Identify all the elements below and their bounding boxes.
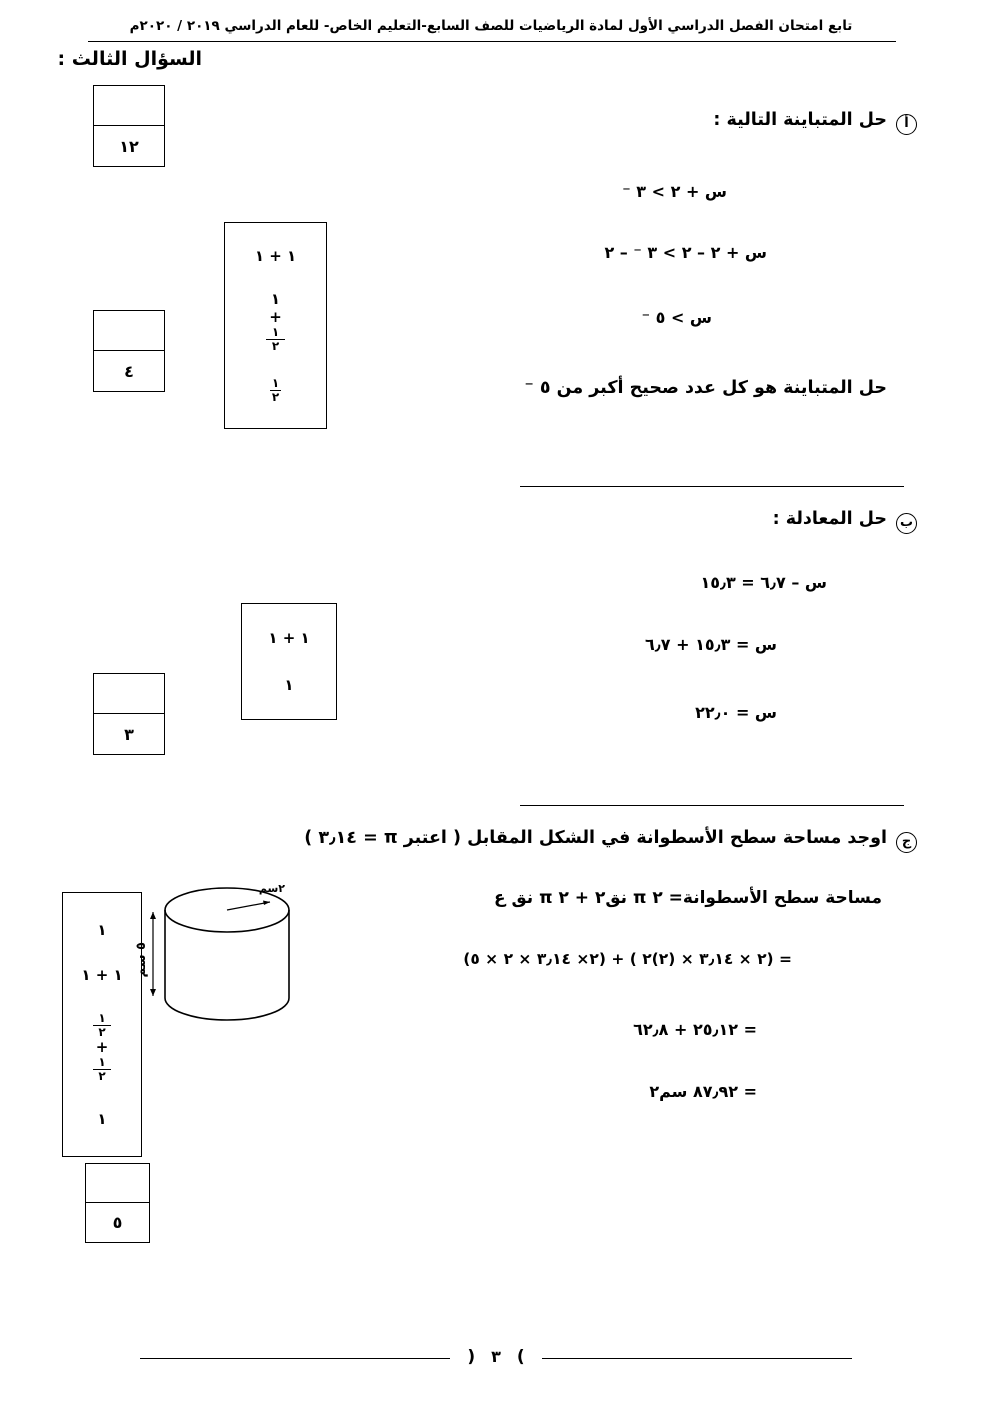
mark-box-c-score: ٥: [112, 1213, 123, 1232]
mark-box-question-c: [85, 1163, 150, 1243]
question-c-prompt: اوجد مساحة سطح الأسطوانة في الشكل المقابل ( اعتبر π = ٣٫١٤ ): [304, 828, 887, 848]
footer-rule-left: [140, 1358, 450, 1359]
question-b-letter: ب: [896, 513, 917, 534]
question-a-conclusion: حل المتباينة هو كل عدد صحيح أكبر من ٥ ⁻: [524, 378, 887, 398]
question-c-letter: ج: [896, 832, 917, 853]
cylinder-height-label: ٥ سم: [134, 942, 149, 978]
footer-rule-right: [542, 1358, 852, 1359]
cylinder-radius-label: ٢سم: [258, 882, 285, 895]
rubric-box-question-c: [62, 892, 142, 1157]
mark-box-question-b: [93, 673, 165, 755]
page-header-title: تابع امتحان الفصل الدراسي الأول لمادة الرياضيات للصف السابع-التعليم الخاص- للعام الدراسي ٢٠١٩ / ٢٠٢٠م: [129, 18, 853, 34]
divider-after-question-a: [520, 486, 904, 487]
question-a-prompt: حل المتباينة التالية :: [713, 110, 887, 130]
question-c-step-3: = ٢٥٫١٢ + ٦٢٫٨: [633, 1020, 757, 1039]
rubric-a-item-1: ١ + ١: [254, 247, 297, 266]
divider-after-question-b: [520, 805, 904, 806]
section-title: السؤال الثالث :: [57, 48, 202, 70]
question-b-step-3: س = ٢٢٫٠: [695, 703, 777, 722]
rubric-a-item-3: ١ ٢: [271, 376, 280, 404]
mark-box-a-partial-top: [94, 311, 164, 351]
rubric-box-question-a: [224, 222, 327, 429]
cylinder-figure: [134, 880, 337, 1050]
page-footer: [0, 1347, 992, 1367]
rubric-c-item-1: ١: [97, 920, 107, 939]
rubric-box-question-b: [241, 603, 337, 720]
rubric-c-item-3: ١ ٢ + ١ ٢: [93, 1012, 112, 1082]
rubric-c-item-4: ١: [97, 1110, 107, 1129]
mark-box-question-a-partial: [93, 310, 165, 392]
mark-box-c-top: [86, 1164, 149, 1203]
mark-box-a-partial-score: ٤: [124, 361, 134, 381]
footer-paren-right: ): [516, 1347, 525, 1367]
mark-box-b-score: ٣: [124, 724, 134, 744]
rubric-a-item-2: ١ + ١ ٢: [266, 290, 285, 352]
rubric-b-item-1: ١ + ١: [268, 628, 310, 647]
mark-box-b-top: [94, 674, 164, 714]
mark-box-a-score: ١٢: [119, 136, 139, 156]
question-b-prompt: حل المعادلة :: [772, 509, 887, 529]
mark-box-question-a: [93, 85, 165, 167]
question-b-step-2: س = ١٥٫٣ + ٦٫٧: [645, 635, 777, 654]
question-c-step-2: = (٢ × ٣٫١٤ × (٢)٢ ) + (٢× ٣٫١٤ × ٢ × ٥): [463, 950, 792, 968]
header-divider: [88, 41, 896, 42]
rubric-b-item-2: ١: [284, 676, 294, 695]
question-a-step-2: س + ٢ – ٢ > ٣ ⁻ – ٢: [604, 243, 767, 262]
cylinder-svg: [147, 880, 337, 1050]
mark-box-a-top: [94, 86, 164, 126]
question-a-step-1: س + ٢ > ٣ ⁻: [622, 182, 727, 201]
question-c-step-4: = ٨٧٫٩٢ سم٢: [649, 1082, 757, 1101]
question-a-letter: أ: [896, 114, 917, 135]
rubric-c-item-2: ١ + ١: [81, 966, 123, 985]
question-b-step-1: س – ٦٫٧ = ١٥٫٣: [700, 573, 827, 592]
question-a-step-3: س > ٥ ⁻: [641, 308, 712, 327]
footer-paren-left: (: [467, 1347, 476, 1367]
page-number: ٣: [491, 1347, 501, 1366]
question-c-step-1: مساحة سطح الأسطوانة= ٢ π نق٢ + ٢ π نق ع: [493, 888, 882, 908]
